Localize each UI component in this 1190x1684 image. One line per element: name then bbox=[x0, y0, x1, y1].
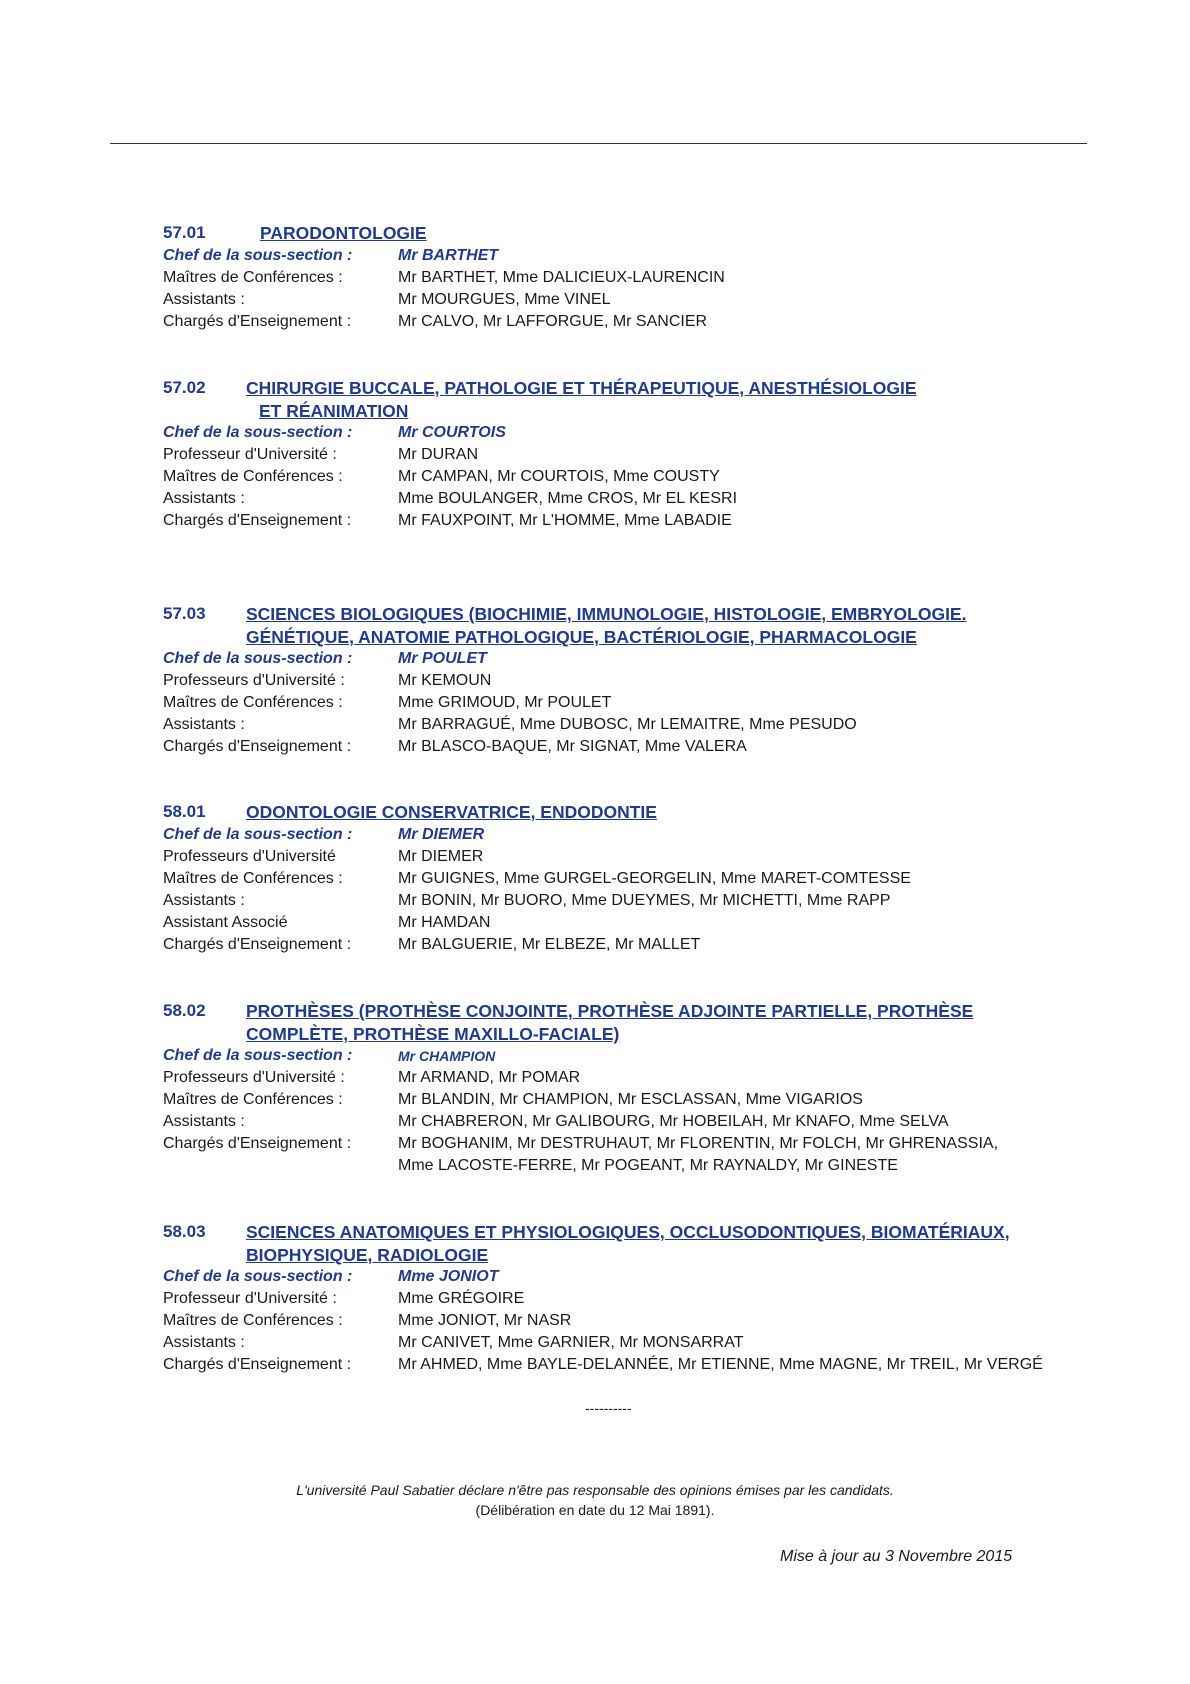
staff-row bbox=[163, 1288, 1063, 1310]
chef-row bbox=[163, 422, 1063, 444]
staff-row bbox=[163, 1133, 1063, 1155]
row-label: Assistants : bbox=[163, 291, 245, 308]
section-title-line2: GÉNÉTIQUE, ANATOMIE PATHOLOGIQUE, BACTÉRIOLOGIE, PHARMACOLOGIE bbox=[246, 627, 917, 647]
chef-row bbox=[163, 648, 1063, 670]
staff-row bbox=[163, 466, 1063, 488]
section-57-01 bbox=[163, 223, 1063, 333]
top-rule bbox=[110, 143, 1087, 144]
staff-row bbox=[163, 846, 1063, 868]
row-value: Mme LACOSTE-FERRE, Mr POGEANT, Mr RAYNALDY, Mr GINESTE bbox=[398, 1157, 898, 1174]
staff-row bbox=[163, 289, 1063, 311]
chef-row bbox=[163, 1045, 1063, 1067]
row-label: Professeur d'Université : bbox=[163, 446, 337, 463]
staff-row bbox=[163, 444, 1063, 466]
row-value: Mme GRÉGOIRE bbox=[398, 1290, 525, 1307]
section-code: 57.01 bbox=[163, 223, 206, 242]
row-label: Chargés d'Enseignement : bbox=[163, 1356, 352, 1373]
row-label: Professeur d'Université : bbox=[163, 1290, 337, 1307]
section-header bbox=[163, 604, 1063, 648]
staff-row bbox=[163, 1332, 1063, 1354]
row-value: Mr GUIGNES, Mme GURGEL-GEORGELIN, Mme MARET-COMTESSE bbox=[398, 870, 911, 887]
section-code: 57.02 bbox=[163, 378, 206, 397]
section-code: 58.01 bbox=[163, 802, 206, 821]
row-value: Mr POULET bbox=[398, 650, 487, 667]
row-label: Chargés d'Enseignement : bbox=[163, 738, 352, 755]
row-value: Mr CALVO, Mr LAFFORGUE, Mr SANCIER bbox=[398, 313, 708, 330]
row-value: Mr DIEMER bbox=[398, 826, 485, 843]
row-value: Mr DURAN bbox=[398, 446, 478, 463]
disclaimer-text: L'université Paul Sabatier déclare n'être pas responsable des opinions émises par les candidats. bbox=[296, 1482, 894, 1498]
row-value: Mr BONIN, Mr BUORO, Mme DUEYMES, Mr MICHETTI, Mme RAPP bbox=[398, 892, 891, 909]
row-label: Chef de la sous-section : bbox=[163, 424, 353, 441]
row-label: Assistants : bbox=[163, 490, 245, 507]
staff-row bbox=[163, 934, 1063, 956]
section-57-03 bbox=[163, 604, 1063, 758]
row-label: Professeurs d'Université bbox=[163, 848, 336, 865]
chef-row bbox=[163, 245, 1063, 267]
chef-row bbox=[163, 1266, 1063, 1288]
section-title: ODONTOLOGIE CONSERVATRICE, ENDODONTIE bbox=[246, 802, 657, 822]
update-date: Mise à jour au 3 Novembre 2015 bbox=[780, 1548, 1013, 1565]
staff-row bbox=[163, 714, 1063, 736]
row-value: Mr FAUXPOINT, Mr L'HOMME, Mme LABADIE bbox=[398, 512, 732, 529]
staff-row bbox=[163, 1089, 1063, 1111]
section-title-line2: BIOPHYSIQUE, RADIOLOGIE bbox=[246, 1245, 489, 1265]
staff-row bbox=[163, 267, 1063, 289]
row-label: Chef de la sous-section : bbox=[163, 650, 353, 667]
row-label: Chargés d'Enseignement : bbox=[163, 512, 352, 529]
section-58-01 bbox=[163, 802, 1063, 956]
row-value: Mme GRIMOUD, Mr POULET bbox=[398, 694, 612, 711]
row-value: Mme JONIOT bbox=[398, 1268, 499, 1285]
staff-row bbox=[163, 868, 1063, 890]
row-value: Mr BARTHET bbox=[398, 247, 499, 264]
row-value: Mme JONIOT, Mr NASR bbox=[398, 1312, 572, 1329]
row-value: Mr CANIVET, Mme GARNIER, Mr MONSARRAT bbox=[398, 1334, 744, 1351]
section-58-03 bbox=[163, 1222, 1063, 1376]
section-title: PARODONTOLOGIE bbox=[260, 223, 427, 243]
row-label: Chef de la sous-section : bbox=[163, 247, 353, 264]
row-label: Maîtres de Conférences : bbox=[163, 870, 343, 887]
row-value: Mr ARMAND, Mr POMAR bbox=[398, 1069, 581, 1086]
row-label: Chargés d'Enseignement : bbox=[163, 1135, 352, 1152]
row-value: Mr HAMDAN bbox=[398, 914, 491, 931]
row-label: Professeurs d'Université : bbox=[163, 672, 345, 689]
row-value: Mr COURTOIS bbox=[398, 424, 506, 441]
staff-row bbox=[163, 311, 1063, 333]
staff-row-continued bbox=[163, 1155, 1063, 1177]
row-value: Mr BOGHANIM, Mr DESTRUHAUT, Mr FLORENTIN, Mr FOLCH, Mr GHRENASSIA, bbox=[398, 1135, 999, 1152]
row-label: Professeurs d'Université : bbox=[163, 1069, 345, 1086]
row-label: Maîtres de Conférences : bbox=[163, 468, 343, 485]
section-title-line2: ET RÉANIMATION bbox=[259, 401, 409, 421]
row-value: Mr KEMOUN bbox=[398, 672, 492, 689]
row-value: Mr MOURGUES, Mme VINEL bbox=[398, 291, 611, 308]
section-header bbox=[163, 1222, 1063, 1266]
row-value: Mr BALGUERIE, Mr ELBEZE, Mr MALLET bbox=[398, 936, 701, 953]
row-label: Chargés d'Enseignement : bbox=[163, 313, 352, 330]
section-code: 58.02 bbox=[163, 1001, 206, 1020]
section-code: 57.03 bbox=[163, 604, 206, 623]
separator: ---------- bbox=[585, 1400, 632, 1416]
deliberation-text: (Délibération en date du 12 Mai 1891). bbox=[475, 1502, 715, 1518]
staff-row bbox=[163, 692, 1063, 714]
staff-row bbox=[163, 670, 1063, 692]
section-header bbox=[163, 802, 1063, 824]
row-label: Maîtres de Conférences : bbox=[163, 1312, 343, 1329]
row-label: Assistants : bbox=[163, 1334, 245, 1351]
row-label: Chef de la sous-section : bbox=[163, 1268, 353, 1285]
row-label: Maîtres de Conférences : bbox=[163, 694, 343, 711]
staff-row bbox=[163, 1310, 1063, 1332]
row-label: Chef de la sous-section : bbox=[163, 826, 353, 843]
section-title: PROTHÈSES (PROTHÈSE CONJOINTE, PROTHÈSE ADJOINTE PARTIELLE, PROTHÈSE bbox=[246, 1001, 974, 1021]
section-code: 58.03 bbox=[163, 1222, 206, 1241]
row-value: Mr BLASCO-BAQUE, Mr SIGNAT, Mme VALERA bbox=[398, 738, 747, 755]
row-label: Maîtres de Conférences : bbox=[163, 269, 343, 286]
row-value: Mr AHMED, Mme BAYLE-DELANNÉE, Mr ETIENNE, Mme MAGNE, Mr TREIL, Mr VERGÉ bbox=[398, 1356, 1043, 1373]
staff-row bbox=[163, 1067, 1063, 1089]
chef-row bbox=[163, 824, 1063, 846]
row-label: Maîtres de Conférences : bbox=[163, 1091, 343, 1108]
staff-row bbox=[163, 912, 1063, 934]
row-label: Chef de la sous-section : bbox=[163, 1047, 353, 1064]
section-title: CHIRURGIE BUCCALE, PATHOLOGIE ET THÉRAPEUTIQUE, ANESTHÉSIOLOGIE bbox=[246, 378, 917, 398]
staff-row bbox=[163, 1111, 1063, 1133]
row-value: Mr BLANDIN, Mr CHAMPION, Mr ESCLASSAN, Mme VIGARIOS bbox=[398, 1091, 863, 1108]
row-label: Assistants : bbox=[163, 1113, 245, 1130]
staff-row bbox=[163, 1354, 1063, 1376]
staff-row bbox=[163, 890, 1063, 912]
section-58-02 bbox=[163, 1001, 1063, 1177]
row-value: Mr BARRAGUÉ, Mme DUBOSC, Mr LEMAITRE, Mme PESUDO bbox=[398, 716, 857, 733]
staff-row bbox=[163, 510, 1063, 532]
row-value: Mr DIEMER bbox=[398, 848, 484, 865]
staff-row bbox=[163, 488, 1063, 510]
row-value: Mr BARTHET, Mme DALICIEUX-LAURENCIN bbox=[398, 269, 725, 286]
row-value: Mr CAMPAN, Mr COURTOIS, Mme COUSTY bbox=[398, 468, 720, 485]
staff-row bbox=[163, 736, 1063, 758]
row-value: Mr CHAMPION bbox=[398, 1048, 496, 1064]
row-label: Assistants : bbox=[163, 716, 245, 733]
section-title-line2: COMPLÈTE, PROTHÈSE MAXILLO-FACIALE) bbox=[246, 1024, 620, 1044]
section-header bbox=[163, 378, 1063, 422]
section-title: SCIENCES BIOLOGIQUES (BIOCHIMIE, IMMUNOLOGIE, HISTOLOGIE, EMBRYOLOGIE. bbox=[246, 604, 967, 624]
section-title: SCIENCES ANATOMIQUES ET PHYSIOLOGIQUES, OCCLUSODONTIQUES, BIOMATÉRIAUX, bbox=[246, 1222, 1010, 1242]
row-label: Chargés d'Enseignement : bbox=[163, 936, 352, 953]
row-label: Assistants : bbox=[163, 892, 245, 909]
section-header bbox=[163, 223, 1063, 245]
row-value: Mme BOULANGER, Mme CROS, Mr EL KESRI bbox=[398, 490, 738, 507]
row-label: Assistant Associé bbox=[163, 914, 288, 931]
section-header bbox=[163, 1001, 1063, 1045]
section-57-02 bbox=[163, 378, 1063, 532]
row-value: Mr CHABRERON, Mr GALIBOURG, Mr HOBEILAH, Mr KNAFO, Mme SELVA bbox=[398, 1113, 949, 1130]
